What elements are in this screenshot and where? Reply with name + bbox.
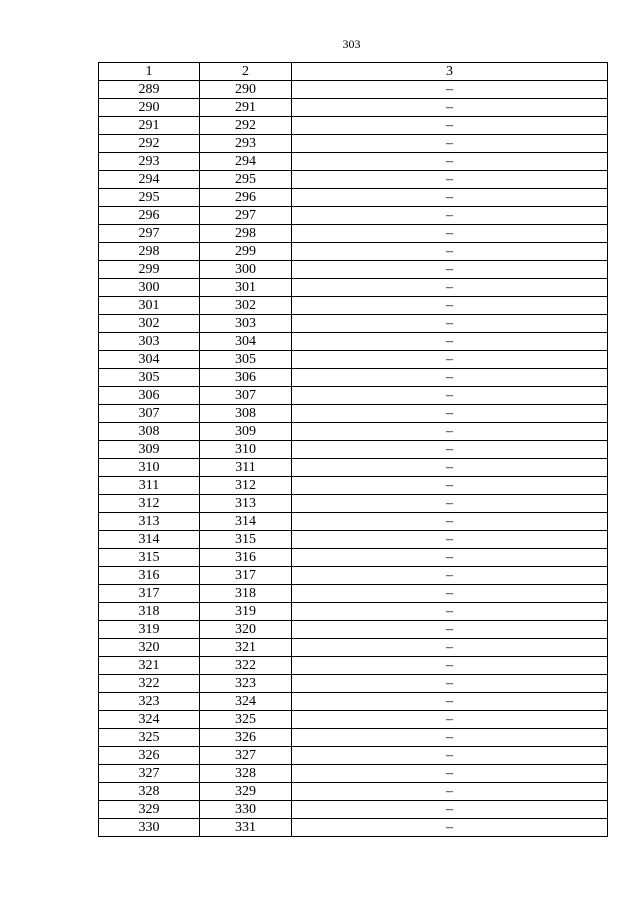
cell-col-2: 329 [200,783,292,801]
cell-col-1: 312 [99,495,200,513]
table-row [99,333,608,351]
cell-col-2: 319 [200,603,292,621]
cell-col-2: 327 [200,747,292,765]
table-row [99,657,608,675]
table-row [99,675,608,693]
cell-col-2: 304 [200,333,292,351]
cell-col-2: 330 [200,801,292,819]
table-row [99,693,608,711]
cell-col-2: 314 [200,513,292,531]
table-row [99,819,608,837]
table-row [99,711,608,729]
cell-col-1: 306 [99,387,200,405]
table-row [99,297,608,315]
cell-col-2: 318 [200,585,292,603]
cell-col-1: 325 [99,729,200,747]
table-row [99,801,608,819]
cell-col-1: 322 [99,675,200,693]
cell-col-2: 308 [200,405,292,423]
table-row [99,117,608,135]
cell-col-1: 318 [99,603,200,621]
cell-col-3: – [292,747,608,765]
table-row [99,243,608,261]
cell-col-1: 320 [99,639,200,657]
cell-col-2: 299 [200,243,292,261]
cell-col-2: 313 [200,495,292,513]
cell-col-2: 325 [200,711,292,729]
cell-col-2: 290 [200,81,292,99]
cell-col-2: 320 [200,621,292,639]
column-header-3: 3 [292,63,608,81]
cell-col-2: 321 [200,639,292,657]
cell-col-1: 301 [99,297,200,315]
cell-col-3: – [292,135,608,153]
table-row [99,783,608,801]
cell-col-2: 312 [200,477,292,495]
cell-col-2: 315 [200,531,292,549]
table-row [99,459,608,477]
table-row [99,261,608,279]
cell-col-2: 311 [200,459,292,477]
cell-col-3: – [292,549,608,567]
cell-col-1: 328 [99,783,200,801]
cell-col-1: 311 [99,477,200,495]
cell-col-1: 317 [99,585,200,603]
table-row [99,369,608,387]
cell-col-3: – [292,369,608,387]
cell-col-3: – [292,513,608,531]
cell-col-2: 302 [200,297,292,315]
table-row [99,567,608,585]
cell-col-2: 328 [200,765,292,783]
cell-col-1: 299 [99,261,200,279]
cell-col-3: – [292,99,608,117]
cell-col-3: – [292,801,608,819]
cell-col-2: 322 [200,657,292,675]
cell-col-3: – [292,405,608,423]
cell-col-1: 326 [99,747,200,765]
table-row [99,765,608,783]
cell-col-2: 306 [200,369,292,387]
table-body [99,63,608,837]
table-row [99,171,608,189]
cell-col-3: – [292,117,608,135]
table-row [99,81,608,99]
cell-col-3: – [292,675,608,693]
cell-col-3: – [292,603,608,621]
cell-col-3: – [292,477,608,495]
cell-col-1: 323 [99,693,200,711]
cell-col-1: 296 [99,207,200,225]
cell-col-3: – [292,729,608,747]
cell-col-1: 292 [99,135,200,153]
cell-col-1: 303 [99,333,200,351]
cell-col-1: 310 [99,459,200,477]
table-row [99,135,608,153]
column-header-2: 2 [200,63,292,81]
cell-col-3: – [292,423,608,441]
cell-col-1: 313 [99,513,200,531]
cell-col-3: – [292,315,608,333]
table-row [99,189,608,207]
cell-col-3: – [292,693,608,711]
cell-col-3: – [292,351,608,369]
cell-col-3: – [292,567,608,585]
table-row [99,279,608,297]
table-row [99,729,608,747]
table-row [99,531,608,549]
cell-col-1: 308 [99,423,200,441]
table-row [99,513,608,531]
cell-col-2: 324 [200,693,292,711]
cell-col-2: 310 [200,441,292,459]
table-row [99,225,608,243]
table-row [99,603,608,621]
cell-col-1: 304 [99,351,200,369]
cell-col-3: – [292,639,608,657]
cell-col-2: 298 [200,225,292,243]
cell-col-3: – [292,711,608,729]
cell-col-1: 298 [99,243,200,261]
cell-col-3: – [292,81,608,99]
cell-col-1: 289 [99,81,200,99]
cell-col-3: – [292,819,608,837]
cell-col-2: 295 [200,171,292,189]
cell-col-1: 314 [99,531,200,549]
table-row [99,747,608,765]
cell-col-2: 326 [200,729,292,747]
cell-col-1: 300 [99,279,200,297]
cell-col-2: 303 [200,315,292,333]
cell-col-2: 292 [200,117,292,135]
table-row [99,99,608,117]
table-row [99,423,608,441]
cell-col-3: – [292,189,608,207]
cell-col-3: – [292,153,608,171]
table-row [99,315,608,333]
cell-col-1: 330 [99,819,200,837]
cell-col-3: – [292,585,608,603]
cell-col-2: 301 [200,279,292,297]
table-row [99,387,608,405]
cell-col-3: – [292,657,608,675]
cell-col-2: 291 [200,99,292,117]
cell-col-3: – [292,207,608,225]
data-table [98,62,608,837]
cell-col-3: – [292,279,608,297]
table-row [99,621,608,639]
table-row [99,549,608,567]
cell-col-1: 305 [99,369,200,387]
cell-col-1: 309 [99,441,200,459]
cell-col-3: – [292,261,608,279]
cell-col-1: 302 [99,315,200,333]
table-row [99,639,608,657]
cell-col-2: 309 [200,423,292,441]
cell-col-2: 294 [200,153,292,171]
cell-col-1: 307 [99,405,200,423]
cell-col-1: 321 [99,657,200,675]
cell-col-1: 294 [99,171,200,189]
table-row [99,495,608,513]
table-row [99,351,608,369]
cell-col-2: 316 [200,549,292,567]
table-row [99,405,608,423]
cell-col-2: 293 [200,135,292,153]
cell-col-1: 329 [99,801,200,819]
cell-col-1: 324 [99,711,200,729]
table-header-row [99,63,608,81]
cell-col-3: – [292,171,608,189]
table-row [99,585,608,603]
table-row [99,477,608,495]
cell-col-2: 323 [200,675,292,693]
cell-col-2: 307 [200,387,292,405]
cell-col-2: 297 [200,207,292,225]
page-number: 303 [342,37,361,51]
cell-col-1: 327 [99,765,200,783]
cell-col-3: – [292,531,608,549]
cell-col-2: 317 [200,567,292,585]
cell-col-2: 331 [200,819,292,837]
cell-col-1: 295 [99,189,200,207]
cell-col-1: 293 [99,153,200,171]
cell-col-1: 291 [99,117,200,135]
cell-col-3: – [292,765,608,783]
cell-col-3: – [292,459,608,477]
cell-col-1: 319 [99,621,200,639]
table-row [99,153,608,171]
cell-col-1: 290 [99,99,200,117]
cell-col-1: 315 [99,549,200,567]
cell-col-3: – [292,387,608,405]
cell-col-3: – [292,441,608,459]
cell-col-2: 300 [200,261,292,279]
cell-col-3: – [292,243,608,261]
cell-col-1: 297 [99,225,200,243]
cell-col-3: – [292,225,608,243]
cell-col-3: – [292,621,608,639]
cell-col-3: – [292,495,608,513]
cell-col-3: – [292,333,608,351]
cell-col-1: 316 [99,567,200,585]
cell-col-3: – [292,783,608,801]
table-row [99,441,608,459]
cell-col-2: 305 [200,351,292,369]
table-row [99,207,608,225]
cell-col-3: – [292,297,608,315]
cell-col-2: 296 [200,189,292,207]
column-header-1: 1 [99,63,200,81]
